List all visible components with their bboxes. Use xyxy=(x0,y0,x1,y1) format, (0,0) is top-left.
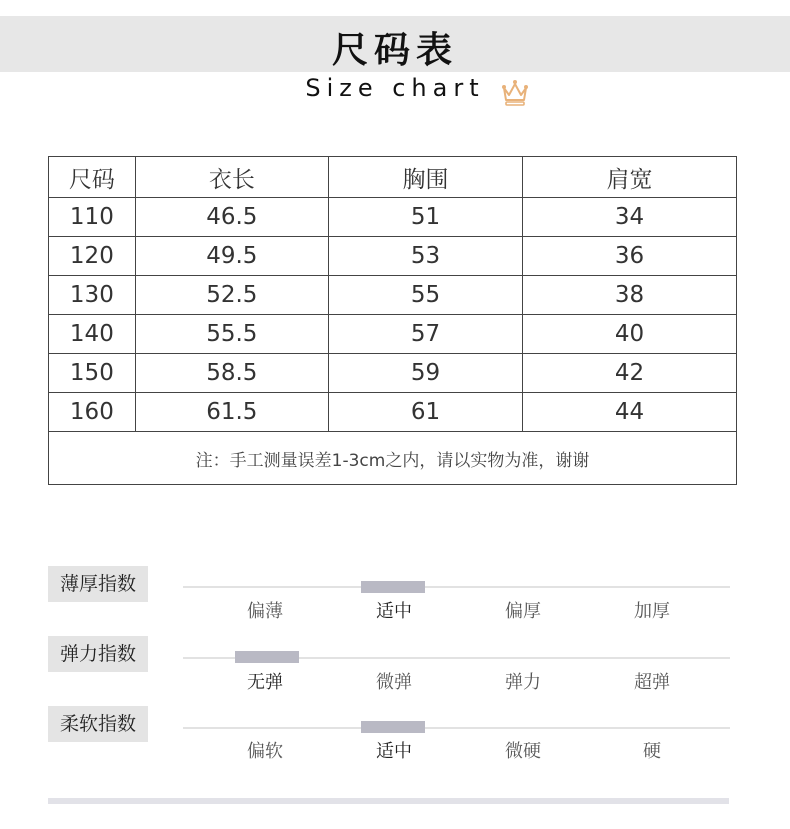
measurement-note: 注：手工测量误差1-3cm之内，请以实物为准，谢谢 xyxy=(49,432,737,485)
softness-option-slightly-hard: 微硬 xyxy=(505,741,541,762)
cell-chest: 51 xyxy=(328,198,522,237)
cell-length: 46.5 xyxy=(135,198,328,237)
crown-icon xyxy=(500,76,530,108)
page-subtitle: Size chart xyxy=(305,74,485,102)
cell-length: 58.5 xyxy=(135,354,328,393)
cell-size: 160 xyxy=(49,393,136,432)
softness-index-track xyxy=(183,727,730,729)
cell-shoulder: 42 xyxy=(523,354,737,393)
header-size: 尺码 xyxy=(49,157,136,198)
header-length: 衣长 xyxy=(135,157,328,198)
cell-size: 110 xyxy=(49,198,136,237)
table-row xyxy=(49,315,737,354)
cell-shoulder: 38 xyxy=(523,276,737,315)
softness-index-label: 柔软指数 xyxy=(48,706,148,742)
thickness-option-medium: 适中 xyxy=(376,601,412,622)
thickness-option-extra-thick: 加厚 xyxy=(634,601,670,622)
elasticity-option-none: 无弹 xyxy=(247,672,283,693)
table-note-row xyxy=(49,432,737,485)
size-table xyxy=(48,156,737,485)
softness-index-marker xyxy=(361,721,425,733)
cell-chest: 59 xyxy=(328,354,522,393)
softness-option-hard: 硬 xyxy=(643,741,661,762)
page-title: 尺码表 xyxy=(331,30,458,71)
cell-chest: 55 xyxy=(328,276,522,315)
softness-option-soft: 偏软 xyxy=(247,741,283,762)
cell-shoulder: 36 xyxy=(523,237,737,276)
cell-size: 150 xyxy=(49,354,136,393)
cell-chest: 57 xyxy=(328,315,522,354)
thickness-index-label: 薄厚指数 xyxy=(48,566,148,602)
elasticity-option-slight: 微弹 xyxy=(376,672,412,693)
elasticity-option-elastic: 弹力 xyxy=(505,672,541,693)
elasticity-index-marker xyxy=(235,651,299,663)
thickness-index-marker xyxy=(361,581,425,593)
cell-shoulder: 40 xyxy=(523,315,737,354)
cell-chest: 53 xyxy=(328,237,522,276)
table-row xyxy=(49,393,737,432)
cell-shoulder: 34 xyxy=(523,198,737,237)
cell-length: 52.5 xyxy=(135,276,328,315)
cell-size: 120 xyxy=(49,237,136,276)
thickness-option-thin: 偏薄 xyxy=(247,601,283,622)
table-row xyxy=(49,276,737,315)
cell-chest: 61 xyxy=(328,393,522,432)
thickness-index-track xyxy=(183,586,730,588)
table-row xyxy=(49,354,737,393)
bottom-divider xyxy=(48,798,729,804)
table-row xyxy=(49,237,737,276)
cell-size: 140 xyxy=(49,315,136,354)
cell-length: 61.5 xyxy=(135,393,328,432)
table-header-row xyxy=(49,157,737,198)
cell-length: 49.5 xyxy=(135,237,328,276)
softness-option-medium: 适中 xyxy=(376,741,412,762)
header-shoulder: 肩宽 xyxy=(523,157,737,198)
header-chest: 胸围 xyxy=(328,157,522,198)
elasticity-option-super: 超弹 xyxy=(634,672,670,693)
cell-length: 55.5 xyxy=(135,315,328,354)
table-row xyxy=(49,198,737,237)
elasticity-index-label: 弹力指数 xyxy=(48,636,148,672)
cell-size: 130 xyxy=(49,276,136,315)
thickness-option-thick: 偏厚 xyxy=(505,601,541,622)
cell-shoulder: 44 xyxy=(523,393,737,432)
